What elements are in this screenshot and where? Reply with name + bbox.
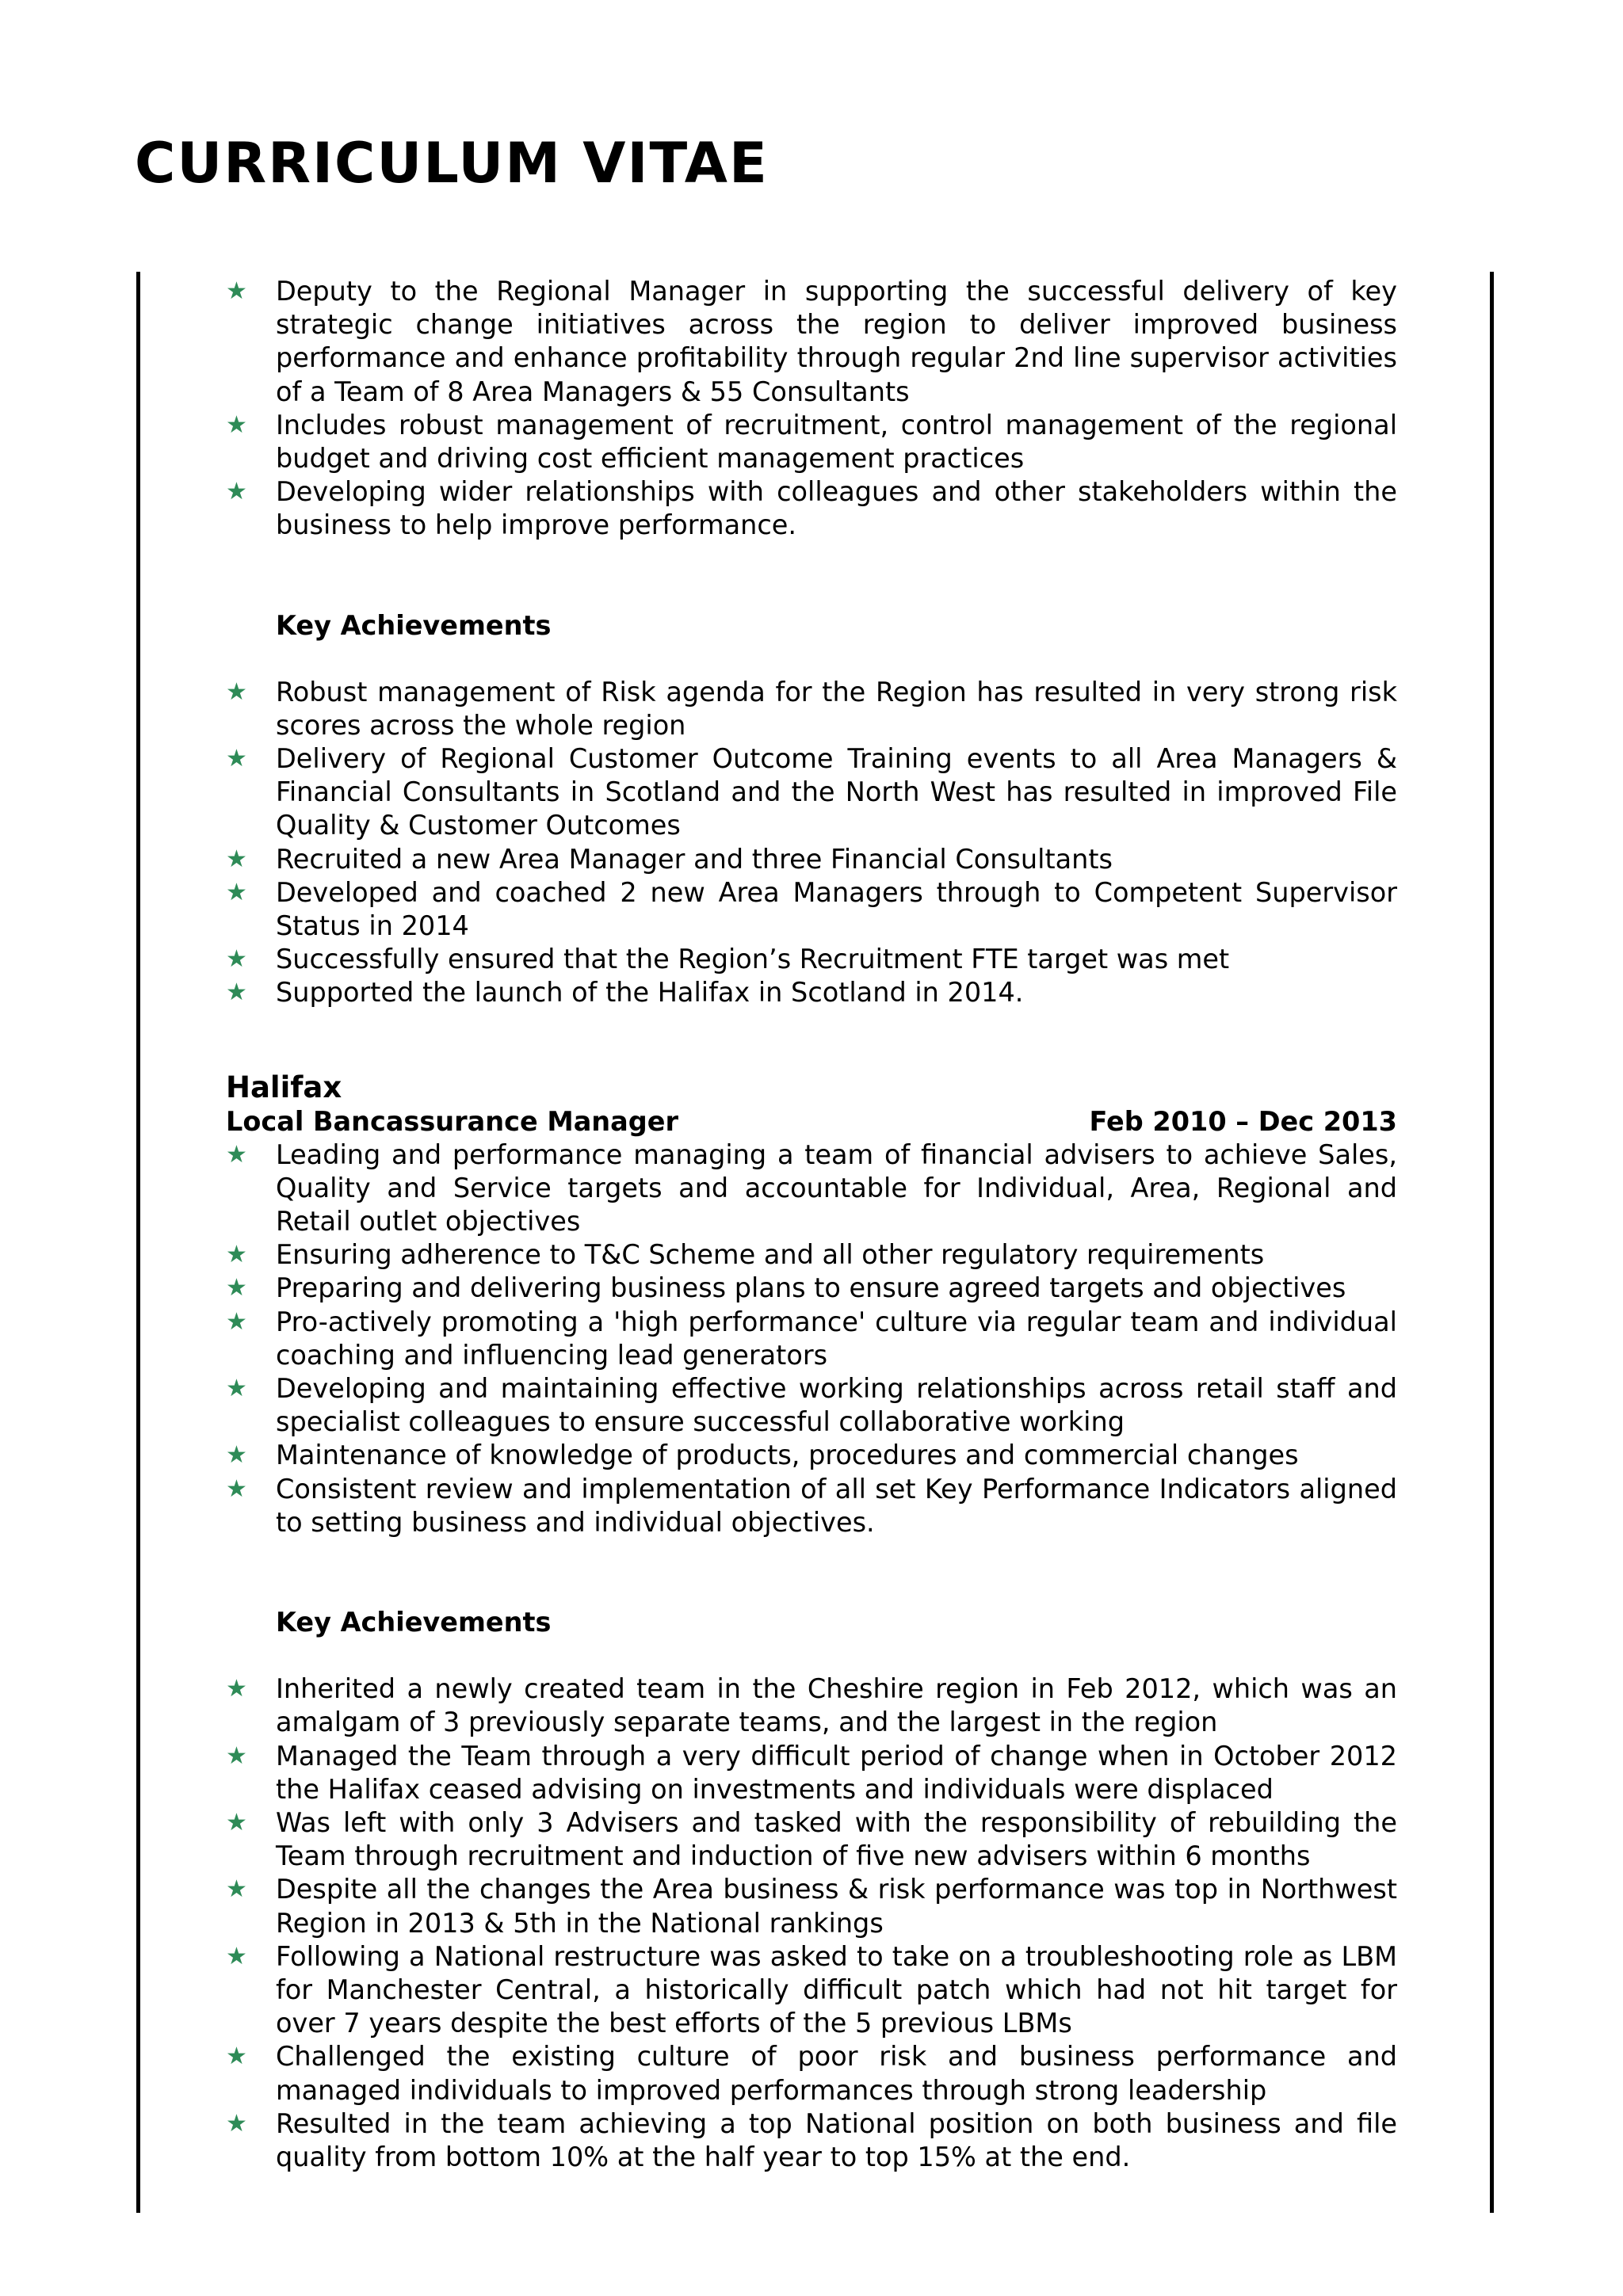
list-item: ★ Robust management of Risk agenda for the Region has resulted in very strong risk scores across the whole region [226,676,1397,741]
list-item: ★ Ensuring adherence to T&C Scheme and all other regulatory requirements [226,1238,1397,1272]
star-icon: ★ [226,1375,247,1403]
star-icon: ★ [226,410,247,439]
role-duties-list [226,1138,1397,1539]
star-icon: ★ [226,1741,247,1770]
job-title: Local Bancassurance Manager [226,1105,678,1137]
cv-content [226,275,1397,2174]
role-header [226,1105,1397,1138]
role-duties-list [226,275,1397,543]
star-icon: ★ [226,1140,247,1169]
achievements-list [226,1672,1397,2174]
list-item: ★ Following a National restructure was asked to take on a troubleshooting role as LBM for Manchester Central, a historically difficult patch which had not hit target for over 7 years despite the best efforts of the 5 previous LBMs [226,1940,1397,2039]
star-icon: ★ [226,1307,247,1336]
star-icon: ★ [226,2042,247,2071]
employment-dates: Feb 2010 – Dec 2013 [1089,1105,1397,1137]
list-item: ★ Supported the launch of the Halifax in Scotland in 2014. [226,976,1397,1009]
star-icon: ★ [226,1675,247,1703]
list-item: ★ Preparing and delivering business plans to ensure agreed targets and objectives [226,1272,1397,1305]
star-icon: ★ [226,1474,247,1503]
key-achievements-heading: Key Achievements [276,1607,552,1638]
list-item: ★ Pro-actively promoting a 'high performance' culture via regular team and individual coaching and influencing lead generators [226,1306,1397,1371]
star-icon: ★ [226,2109,247,2138]
star-icon: ★ [226,978,247,1007]
list-item: ★ Successfully ensured that the Region’s Recruitment FTE target was met [226,943,1397,976]
list-item: ★ Was left with only 3 Advisers and tasked with the responsibility of rebuilding the Team through recruitment and induction of five new advisers within 6 months [226,1806,1397,1872]
star-icon: ★ [226,478,247,506]
star-icon: ★ [226,1942,247,1970]
star-icon: ★ [226,845,247,873]
star-icon: ★ [226,945,247,974]
list-item: ★ Delivery of Regional Customer Outcome Training events to all Area Managers & Financial Consultants in Scotland and the North West has resulted in improved File Quality & Customer Outcomes [226,743,1397,841]
list-item: ★ Managed the Team through a very difficult period of change when in October 2012 the Halifax ceased advising on investments and individuals were displaced [226,1740,1397,1805]
list-item: ★ Developed and coached 2 new Area Managers through to Competent Supervisor Status in 2014 [226,876,1397,942]
list-item: ★ Inherited a newly created team in the Cheshire region in Feb 2012, which was an amalgam of 3 previously separate teams, and the largest in the region [226,1673,1397,1738]
list-item: ★ Leading and performance managing a team of financial advisers to achieve Sales, Quality and Service targets and accountable for Individual, Area, Regional and Retail outlet objectives [226,1138,1397,1238]
star-icon: ★ [226,1274,247,1302]
star-icon: ★ [226,277,247,305]
list-item: ★ Consistent review and implementation of all set Key Performance Indicators aligned to setting business and individual objectives. [226,1473,1397,1538]
star-icon: ★ [226,745,247,773]
star-icon: ★ [226,1241,247,1269]
company-name: Halifax [226,1070,342,1104]
list-item: ★ Recruited a new Area Manager and three Financial Consultants [226,843,1397,876]
right-border-rule [1490,272,1494,2213]
list-item: ★ Challenged the existing culture of poor risk and business performance and managed individuals to improved performances through strong leadership [226,2041,1397,2106]
list-item: ★ Includes robust management of recruitment, control management of the regional budget and driving cost efficient management practices [226,409,1397,475]
achievements-list [226,676,1397,1010]
list-item: ★ Despite all the changes the Area business & risk performance was top in Northwest Region in 2013 & 5th in the National rankings [226,1874,1397,1939]
list-item: ★ Developing wider relationships with colleagues and other stakeholders within the business to help improve performance. [226,476,1397,541]
list-item: ★ Resulted in the team achieving a top National position on both business and file quality from bottom 10% at the half year to top 15% at the end. [226,2107,1397,2172]
page-title: CURRICULUM VITAE [135,131,769,196]
star-icon: ★ [226,878,247,906]
list-item: ★ Deputy to the Regional Manager in supporting the successful delivery of key strategic change initiatives across the region to deliver improved business performance and enhance profitability through regular 2nd line supervisor activities of a Team of 8 Area Managers & 55 Consultants [226,276,1397,407]
star-icon: ★ [226,677,247,706]
left-border-rule [136,272,140,2213]
star-icon: ★ [226,1875,247,1904]
star-icon: ★ [226,1441,247,1470]
list-item: ★ Maintenance of knowledge of products, procedures and commercial changes [226,1439,1397,1472]
star-icon: ★ [226,1808,247,1836]
key-achievements-heading: Key Achievements [276,609,552,641]
list-item: ★ Developing and maintaining effective working relationships across retail staff and specialist colleagues to ensure successful collaborative working [226,1373,1397,1438]
